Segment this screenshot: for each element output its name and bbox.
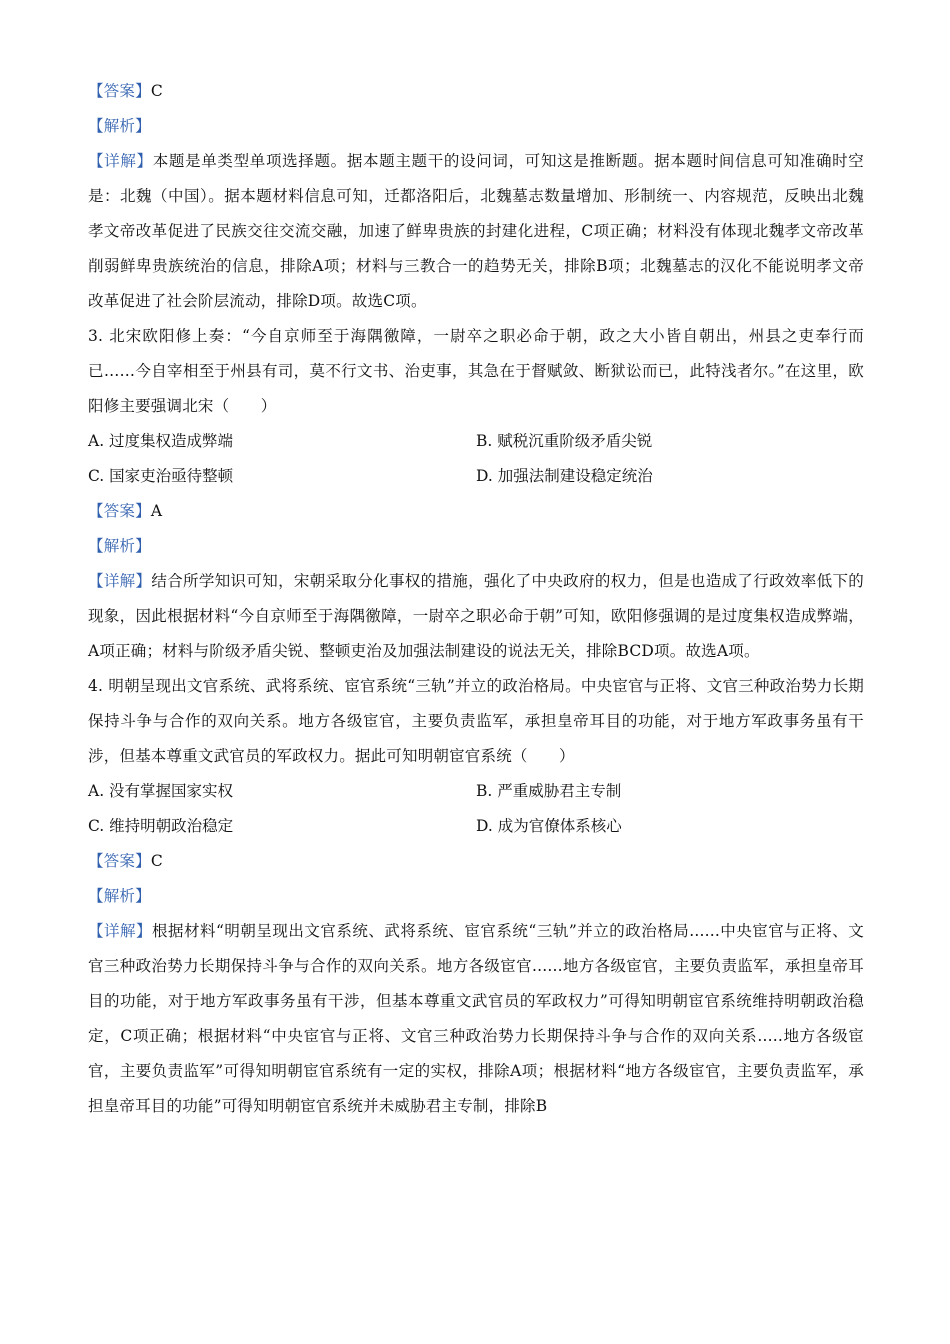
q4-detail-text: 根据材料“明朝呈现出文官系统、武将系统、宦官系统“三轨”并立的政治格局......中央宦官与正将、文官三种政治势力长期保持斗争与合作的双向关系。地方各级宦官......地方各级宦官，主要负责监军，承担皇帝耳目的功能，对于地方军政事务虽有干涉，但基本尊重文武官员的军政权力”可得知明朝宦官系统维持明朝政治稳定，C项正确；根据材料“中央宦官与正将、文官三种政治势力长期保持斗争与合作的双向关系.....地方各级宦官，主要负责监军”可得知明朝宦官系统有一定的实权，排除A项；根据材料“地方各级宦官，主要负责监军，承担皇帝耳目的功能”可得知明朝宦官系统并未威胁君主专制，排除B bbox=[88, 922, 864, 1115]
q3-option-c: C. 国家吏治亟待整顿 bbox=[88, 467, 234, 485]
q2-detail-paragraph bbox=[88, 144, 864, 319]
q4-detail-paragraph bbox=[88, 914, 864, 1124]
q4-option-c: C. 维持明朝政治稳定 bbox=[88, 817, 234, 835]
detail-tag: 【详解】 bbox=[88, 922, 152, 940]
q4-answer-line bbox=[88, 844, 864, 879]
answer-tag: 【答案】 bbox=[88, 852, 151, 870]
q3-options-row-2 bbox=[88, 459, 864, 494]
q4-options-row-1 bbox=[88, 774, 864, 809]
q3-option-a: A. 过度集权造成弊端 bbox=[88, 432, 234, 450]
q2-answer-line bbox=[88, 74, 864, 109]
q4-stem: 4. 明朝呈现出文官系统、武将系统、宦官系统“三轨”并立的政治格局。中央宦官与正将、文官三种政治势力长期保持斗争与合作的双向关系。地方各级宦官，主要负责监军，承担皇帝耳目的功能，对于地方军政事务虽有干涉，但基本尊重文武官员的军政权力。据此可知明朝宦官系统（ ） bbox=[88, 677, 864, 765]
q2-answer-value: C bbox=[150, 82, 163, 100]
q3-detail-paragraph bbox=[88, 564, 864, 669]
answer-tag: 【答案】 bbox=[88, 82, 151, 100]
q4-analysis-line bbox=[88, 879, 864, 914]
q3-option-d: D. 加强法制建设稳定统治 bbox=[476, 467, 653, 485]
q4-option-a: A. 没有掌握国家实权 bbox=[88, 782, 234, 800]
detail-tag: 【详解】 bbox=[88, 572, 152, 590]
q3-analysis-line bbox=[88, 529, 864, 564]
q2-detail-text: 本题是单类型单项选择题。据本题主题干的设问词，可知这是推断题。据本题时间信息可知准确时空是：北魏（中国）。据本题材料信息可知，迁都洛阳后，北魏墓志数量增加、形制统一、内容规范，反映出北魏孝文帝改革促进了民族交往交流交融，加速了鲜卑贵族的封建化进程，C项正确；材料没有体现北魏孝文帝改革削弱鲜卑贵族统治的信息，排除A项；材料与三教合一的趋势无关，排除B项；北魏墓志的汉化不能说明孝文帝改革促进了社会阶层流动，排除D项。故选C项。 bbox=[88, 152, 864, 310]
q3-option-b: B. 赋税沉重阶级矛盾尖锐 bbox=[476, 432, 653, 450]
q4-answer-value: C bbox=[150, 852, 163, 870]
q3-stem: 3. 北宋欧阳修上奏：“今自京师至于海隅徼障，一尉卒之职必命于朝，政之大小皆自朝出，州县之吏奉行而已……今自宰相至于州县有司，莫不行文书、治吏事，其急在于督赋敛、断狱讼而已，此特浅者尔。”在这里，欧阳修主要强调北宋（ ） bbox=[88, 327, 864, 415]
q4-option-b: B. 严重威胁君主专制 bbox=[476, 782, 622, 800]
detail-tag: 【详解】 bbox=[88, 152, 153, 170]
q3-options-row-1 bbox=[88, 424, 864, 459]
q3-detail-text: 结合所学知识可知，宋朝采取分化事权的措施，强化了中央政府的权力，但是也造成了行政效率低下的现象，因此根据材料“今自京师至于海隅徼障，一尉卒之职必命于朝”可知，欧阳修强调的是过度集权造成弊端，A项正确；材料与阶级矛盾尖锐、整顿吏治及加强法制建设的说法无关，排除BCD项。故选A项。 bbox=[88, 572, 864, 660]
analysis-tag: 【解析】 bbox=[88, 537, 151, 555]
answer-tag: 【答案】 bbox=[88, 502, 151, 520]
q3-answer-line bbox=[88, 494, 864, 529]
q4-options-row-2 bbox=[88, 809, 864, 844]
analysis-tag: 【解析】 bbox=[88, 117, 151, 135]
q4-option-d: D. 成为官僚体系核心 bbox=[476, 817, 622, 835]
q3-answer-value: A bbox=[150, 502, 163, 520]
analysis-tag: 【解析】 bbox=[88, 887, 151, 905]
q2-analysis-line bbox=[88, 109, 864, 144]
document-page bbox=[88, 74, 864, 1124]
